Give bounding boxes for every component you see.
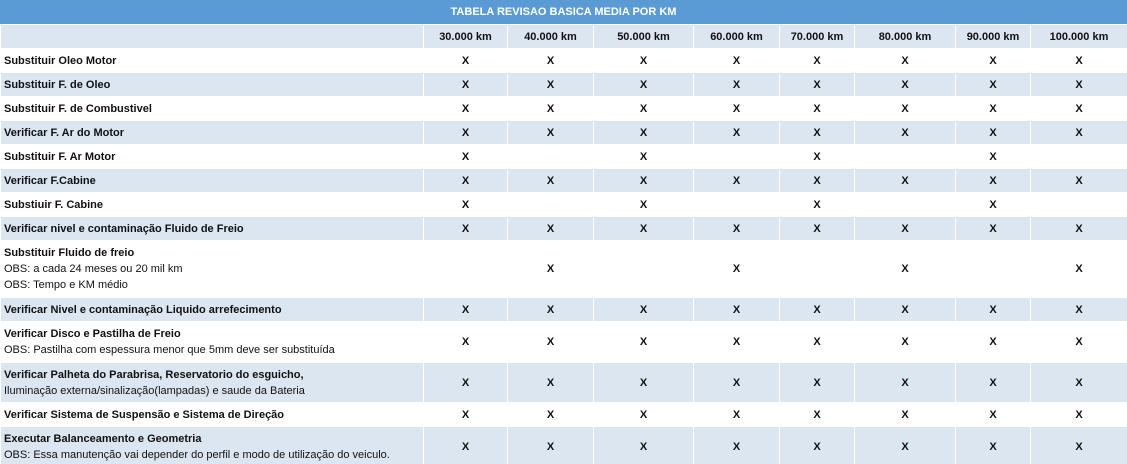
column-header[interactable]: 60.000 km	[694, 25, 780, 49]
check-mark: X	[461, 54, 470, 67]
mark-cell[interactable]	[855, 97, 956, 121]
check-mark: X	[901, 263, 909, 275]
table-row	[1, 322, 1127, 363]
check-mark: X	[989, 303, 997, 316]
check-mark: X	[732, 174, 741, 187]
mark-cell[interactable]	[1031, 217, 1127, 241]
check-mark: X	[1075, 336, 1083, 348]
check-mark: X	[546, 336, 555, 348]
task-note: OBS: Pastilha com espessura menor que 5mm deve ser substituída	[4, 344, 335, 356]
column-header[interactable]: 50.000 km	[594, 25, 694, 49]
mark-cell[interactable]	[508, 97, 594, 121]
mark-cell[interactable]	[694, 145, 780, 169]
task-cell[interactable]	[1, 241, 424, 298]
mark-cell[interactable]	[780, 298, 855, 322]
table-row	[1, 298, 1127, 322]
check-mark: X	[813, 174, 821, 187]
mark-cell[interactable]	[594, 121, 694, 145]
check-mark: X	[989, 78, 997, 91]
task-label: Verificar nivel e contaminação Fluido de Freio	[4, 222, 244, 235]
check-mark: X	[546, 174, 555, 187]
check-mark: X	[639, 174, 648, 187]
task-cell[interactable]	[1, 193, 424, 217]
mark-cell[interactable]	[694, 217, 780, 241]
mark-cell[interactable]	[424, 121, 508, 145]
mark-cell[interactable]	[508, 363, 594, 403]
mark-cell[interactable]	[508, 145, 594, 169]
mark-cell[interactable]	[780, 217, 855, 241]
mark-cell[interactable]	[956, 403, 1031, 427]
column-header[interactable]: 30.000 km	[424, 25, 508, 49]
check-mark: X	[813, 150, 821, 163]
task-note: OBS: Essa manutenção vai depender do perfil e modo de utilização do veiculo.	[4, 448, 390, 461]
check-mark: X	[813, 440, 821, 453]
check-mark: X	[989, 336, 997, 348]
check-mark: X	[639, 54, 648, 67]
check-mark: X	[813, 126, 821, 139]
check-mark: X	[989, 408, 997, 421]
mark-cell[interactable]	[1031, 121, 1127, 145]
mark-cell[interactable]	[956, 121, 1031, 145]
check-mark: X	[639, 376, 648, 389]
mark-cell[interactable]	[1031, 169, 1127, 193]
check-mark: X	[639, 102, 648, 115]
check-mark: X	[546, 263, 555, 275]
task-label: Verificar Sistema de Suspensão e Sistema de Direção	[4, 408, 285, 421]
mark-cell[interactable]	[424, 169, 508, 193]
mark-cell[interactable]	[956, 49, 1031, 73]
mark-cell[interactable]	[508, 427, 594, 464]
mark-cell[interactable]	[956, 169, 1031, 193]
mark-cell[interactable]	[1031, 241, 1127, 298]
task-label: Substituir F. de Oleo	[4, 78, 111, 91]
check-mark: X	[1075, 222, 1083, 235]
check-mark: X	[461, 102, 470, 115]
table-row	[1, 217, 1127, 241]
mark-cell[interactable]	[594, 241, 694, 298]
mark-cell[interactable]	[855, 241, 956, 298]
table-row	[1, 145, 1127, 169]
mark-cell[interactable]	[594, 73, 694, 97]
mark-cell[interactable]	[1031, 97, 1127, 121]
mark-cell[interactable]	[594, 49, 694, 73]
mark-cell[interactable]	[1031, 49, 1127, 73]
mark-cell[interactable]	[956, 427, 1031, 464]
task-label: Substiuir F. Cabine	[4, 198, 104, 211]
check-mark: X	[461, 222, 470, 235]
mark-cell[interactable]	[508, 241, 594, 298]
task-cell[interactable]	[1, 298, 424, 322]
mark-cell[interactable]	[424, 427, 508, 464]
task-label: Verificar Disco e Pastilha de Freio	[4, 328, 181, 340]
mark-cell[interactable]	[594, 298, 694, 322]
mark-cell[interactable]	[694, 241, 780, 298]
mark-cell[interactable]	[956, 217, 1031, 241]
mark-cell[interactable]	[594, 322, 694, 363]
mark-cell[interactable]	[508, 193, 594, 217]
mark-cell[interactable]	[956, 363, 1031, 403]
mark-cell[interactable]	[694, 169, 780, 193]
check-mark: X	[989, 440, 997, 453]
column-header[interactable]: 80.000 km	[855, 25, 956, 49]
mark-cell[interactable]	[594, 363, 694, 403]
task-cell[interactable]	[1, 73, 424, 97]
task-note: Iluminação externa/sinalização(lampadas) e saude da Bateria	[4, 384, 305, 397]
check-mark: X	[901, 336, 909, 348]
check-mark: X	[813, 198, 821, 211]
mark-cell[interactable]	[508, 403, 594, 427]
check-mark: X	[546, 408, 555, 421]
mark-cell[interactable]	[780, 403, 855, 427]
check-mark: X	[732, 408, 741, 421]
check-mark: X	[546, 126, 555, 139]
mark-cell[interactable]	[508, 49, 594, 73]
check-mark: X	[1075, 376, 1083, 389]
check-mark: X	[639, 198, 648, 211]
header-row	[1, 25, 1127, 49]
mark-cell[interactable]	[780, 121, 855, 145]
column-header[interactable]: 100.000 km	[1031, 25, 1127, 49]
column-header[interactable]: 40.000 km	[508, 25, 594, 49]
check-mark: X	[461, 174, 470, 187]
mark-cell[interactable]	[1031, 298, 1127, 322]
check-mark: X	[732, 78, 741, 91]
mark-cell[interactable]	[508, 169, 594, 193]
mark-cell[interactable]	[956, 298, 1031, 322]
task-cell[interactable]	[1, 145, 424, 169]
check-mark: X	[1075, 440, 1083, 453]
mark-cell[interactable]	[594, 97, 694, 121]
task-label: Verificar F. Ar do Motor	[4, 126, 125, 139]
check-mark: X	[989, 174, 997, 187]
check-mark: X	[461, 408, 470, 421]
mark-cell[interactable]	[508, 73, 594, 97]
check-mark: X	[639, 150, 648, 163]
check-mark: X	[546, 222, 555, 235]
mark-cell[interactable]	[1031, 73, 1127, 97]
mark-cell[interactable]	[424, 217, 508, 241]
check-mark: X	[732, 222, 741, 235]
mark-cell[interactable]	[694, 121, 780, 145]
mark-cell[interactable]	[694, 322, 780, 363]
mark-cell[interactable]	[1031, 427, 1127, 464]
task-label: Substituir F. de Combustivel	[4, 102, 152, 115]
check-mark: X	[989, 150, 997, 163]
check-mark: X	[639, 303, 648, 316]
check-mark: X	[639, 336, 648, 348]
table-row	[1, 121, 1127, 145]
check-mark: X	[639, 440, 648, 453]
mark-cell[interactable]	[424, 241, 508, 298]
mark-cell[interactable]	[424, 145, 508, 169]
mark-cell[interactable]	[508, 121, 594, 145]
task-label: Verificar F.Cabine	[4, 174, 96, 187]
mark-cell[interactable]	[855, 49, 956, 73]
check-mark: X	[461, 198, 470, 211]
check-mark: X	[461, 150, 470, 163]
check-mark: X	[546, 440, 555, 453]
mark-cell[interactable]	[594, 169, 694, 193]
mark-cell[interactable]	[1031, 193, 1127, 217]
mark-cell[interactable]	[780, 241, 855, 298]
mark-cell[interactable]	[1031, 145, 1127, 169]
table-row	[1, 49, 1127, 73]
mark-cell[interactable]	[1031, 363, 1127, 403]
check-mark: X	[732, 102, 741, 115]
check-mark: X	[1075, 408, 1083, 421]
check-mark: X	[901, 102, 909, 115]
mark-cell[interactable]	[855, 403, 956, 427]
task-cell[interactable]	[1, 121, 424, 145]
mark-cell[interactable]	[780, 73, 855, 97]
task-label: Substituir Fluido de freio	[4, 247, 135, 259]
mark-cell[interactable]	[508, 217, 594, 241]
check-mark: X	[546, 102, 555, 115]
check-mark: X	[732, 440, 741, 453]
task-cell[interactable]	[1, 427, 424, 464]
mark-cell[interactable]	[1031, 322, 1127, 363]
mark-cell[interactable]	[694, 193, 780, 217]
table-row	[1, 97, 1127, 121]
check-mark: X	[901, 174, 909, 187]
mark-cell[interactable]	[780, 97, 855, 121]
mark-cell[interactable]	[694, 298, 780, 322]
task-cell[interactable]	[1, 403, 424, 427]
check-mark: X	[813, 376, 821, 389]
check-mark: X	[813, 54, 821, 67]
mark-cell[interactable]	[594, 193, 694, 217]
check-mark: X	[989, 102, 997, 115]
mark-cell[interactable]	[956, 322, 1031, 363]
check-mark: X	[732, 336, 741, 348]
check-mark: X	[813, 336, 821, 348]
check-mark: X	[1075, 102, 1083, 115]
check-mark: X	[461, 376, 470, 389]
table-row	[1, 169, 1127, 193]
mark-cell[interactable]	[956, 73, 1031, 97]
task-label: Substituir F. Ar Motor	[4, 150, 116, 163]
task-label: Verificar Palheta do Parabrisa, Reservatorio do esguicho,	[4, 368, 304, 381]
check-mark: X	[461, 126, 470, 139]
check-mark: X	[813, 408, 821, 421]
check-mark: X	[546, 78, 555, 91]
check-mark: X	[813, 222, 821, 235]
check-mark: X	[901, 222, 909, 235]
mark-cell[interactable]	[855, 121, 956, 145]
task-cell[interactable]	[1, 49, 424, 73]
task-note: OBS: Tempo e KM médio	[4, 279, 128, 291]
task-note: OBS: a cada 24 meses ou 20 mil km	[4, 263, 183, 275]
mark-cell[interactable]	[780, 49, 855, 73]
check-mark: X	[639, 78, 648, 91]
table-row	[1, 73, 1127, 97]
check-mark: X	[639, 408, 648, 421]
mark-cell[interactable]	[424, 363, 508, 403]
check-mark: X	[1075, 126, 1083, 139]
mark-cell[interactable]	[694, 73, 780, 97]
mark-cell[interactable]	[424, 322, 508, 363]
column-header[interactable]: 70.000 km	[780, 25, 855, 49]
mark-cell[interactable]	[594, 403, 694, 427]
check-mark: X	[639, 222, 648, 235]
mark-cell[interactable]	[855, 217, 956, 241]
mark-cell[interactable]	[855, 427, 956, 464]
mark-cell[interactable]	[780, 193, 855, 217]
check-mark: X	[732, 303, 741, 316]
task-cell[interactable]	[1, 169, 424, 193]
mark-cell[interactable]	[780, 427, 855, 464]
check-mark: X	[546, 54, 555, 67]
mark-cell[interactable]	[424, 298, 508, 322]
check-mark: X	[461, 78, 470, 91]
mark-cell[interactable]	[780, 169, 855, 193]
task-cell[interactable]	[1, 322, 424, 363]
check-mark: X	[461, 336, 470, 348]
check-mark: X	[901, 440, 909, 453]
mark-cell[interactable]	[694, 427, 780, 464]
task-cell[interactable]	[1, 217, 424, 241]
mark-cell[interactable]	[424, 49, 508, 73]
task-label: Substituir Oleo Motor	[4, 54, 117, 67]
check-mark: X	[813, 78, 821, 91]
mark-cell[interactable]	[956, 97, 1031, 121]
check-mark: X	[901, 376, 909, 389]
column-header[interactable]: 90.000 km	[956, 25, 1031, 49]
mark-cell[interactable]	[1031, 403, 1127, 427]
mark-cell[interactable]	[694, 403, 780, 427]
check-mark: X	[461, 440, 470, 453]
check-mark: X	[989, 126, 997, 139]
check-mark: X	[546, 376, 555, 389]
check-mark: X	[732, 263, 741, 275]
mark-cell[interactable]	[508, 322, 594, 363]
table-row	[1, 193, 1127, 217]
check-mark: X	[989, 198, 997, 211]
check-mark: X	[901, 126, 909, 139]
check-mark: X	[901, 54, 909, 67]
check-mark: X	[989, 376, 997, 389]
mark-cell[interactable]	[594, 145, 694, 169]
mark-cell[interactable]	[508, 298, 594, 322]
check-mark: X	[1075, 174, 1083, 187]
check-mark: X	[989, 54, 997, 67]
mark-cell[interactable]	[780, 145, 855, 169]
check-mark: X	[1075, 303, 1083, 316]
mark-cell[interactable]	[855, 169, 956, 193]
mark-cell[interactable]	[594, 427, 694, 464]
mark-cell[interactable]	[694, 49, 780, 73]
mark-cell[interactable]	[780, 363, 855, 403]
mark-cell[interactable]	[694, 97, 780, 121]
check-mark: X	[732, 54, 741, 67]
mark-cell[interactable]	[855, 193, 956, 217]
check-mark: X	[901, 78, 909, 91]
check-mark: X	[813, 102, 821, 115]
check-mark: X	[813, 303, 821, 316]
task-cell[interactable]	[1, 363, 424, 403]
mark-cell[interactable]	[855, 298, 956, 322]
mark-cell[interactable]	[956, 193, 1031, 217]
table-row	[1, 427, 1127, 464]
mark-cell[interactable]	[424, 73, 508, 97]
maintenance-table	[0, 24, 1127, 464]
check-mark: X	[639, 126, 648, 139]
check-mark: X	[989, 222, 997, 235]
check-mark: X	[732, 126, 741, 139]
mark-cell[interactable]	[424, 403, 508, 427]
task-label: Verificar Nivel e contaminação Liquido arrefecimento	[4, 303, 282, 316]
check-mark: X	[546, 303, 555, 316]
task-label: Executar Balanceamento e Geometria	[4, 432, 202, 445]
mark-cell[interactable]	[694, 363, 780, 403]
check-mark: X	[732, 376, 741, 389]
check-mark: X	[1075, 263, 1083, 275]
check-mark: X	[1075, 78, 1083, 91]
table-row	[1, 403, 1127, 427]
table-title: TABELA REVISAO BASICA MEDIA POR KM	[0, 0, 1127, 24]
header-corner-cell[interactable]	[1, 25, 424, 49]
mark-cell[interactable]	[424, 97, 508, 121]
mark-cell[interactable]	[780, 322, 855, 363]
mark-cell[interactable]	[424, 193, 508, 217]
check-mark: X	[901, 303, 909, 316]
mark-cell[interactable]	[855, 145, 956, 169]
table-row	[1, 363, 1127, 403]
mark-cell[interactable]	[956, 145, 1031, 169]
mark-cell[interactable]	[594, 217, 694, 241]
mark-cell[interactable]	[855, 73, 956, 97]
mark-cell[interactable]	[855, 322, 956, 363]
mark-cell[interactable]	[956, 241, 1031, 298]
check-mark: X	[901, 408, 909, 421]
task-cell[interactable]	[1, 97, 424, 121]
check-mark: X	[461, 303, 470, 316]
check-mark: X	[1075, 54, 1083, 67]
mark-cell[interactable]	[855, 363, 956, 403]
table-row	[1, 241, 1127, 298]
